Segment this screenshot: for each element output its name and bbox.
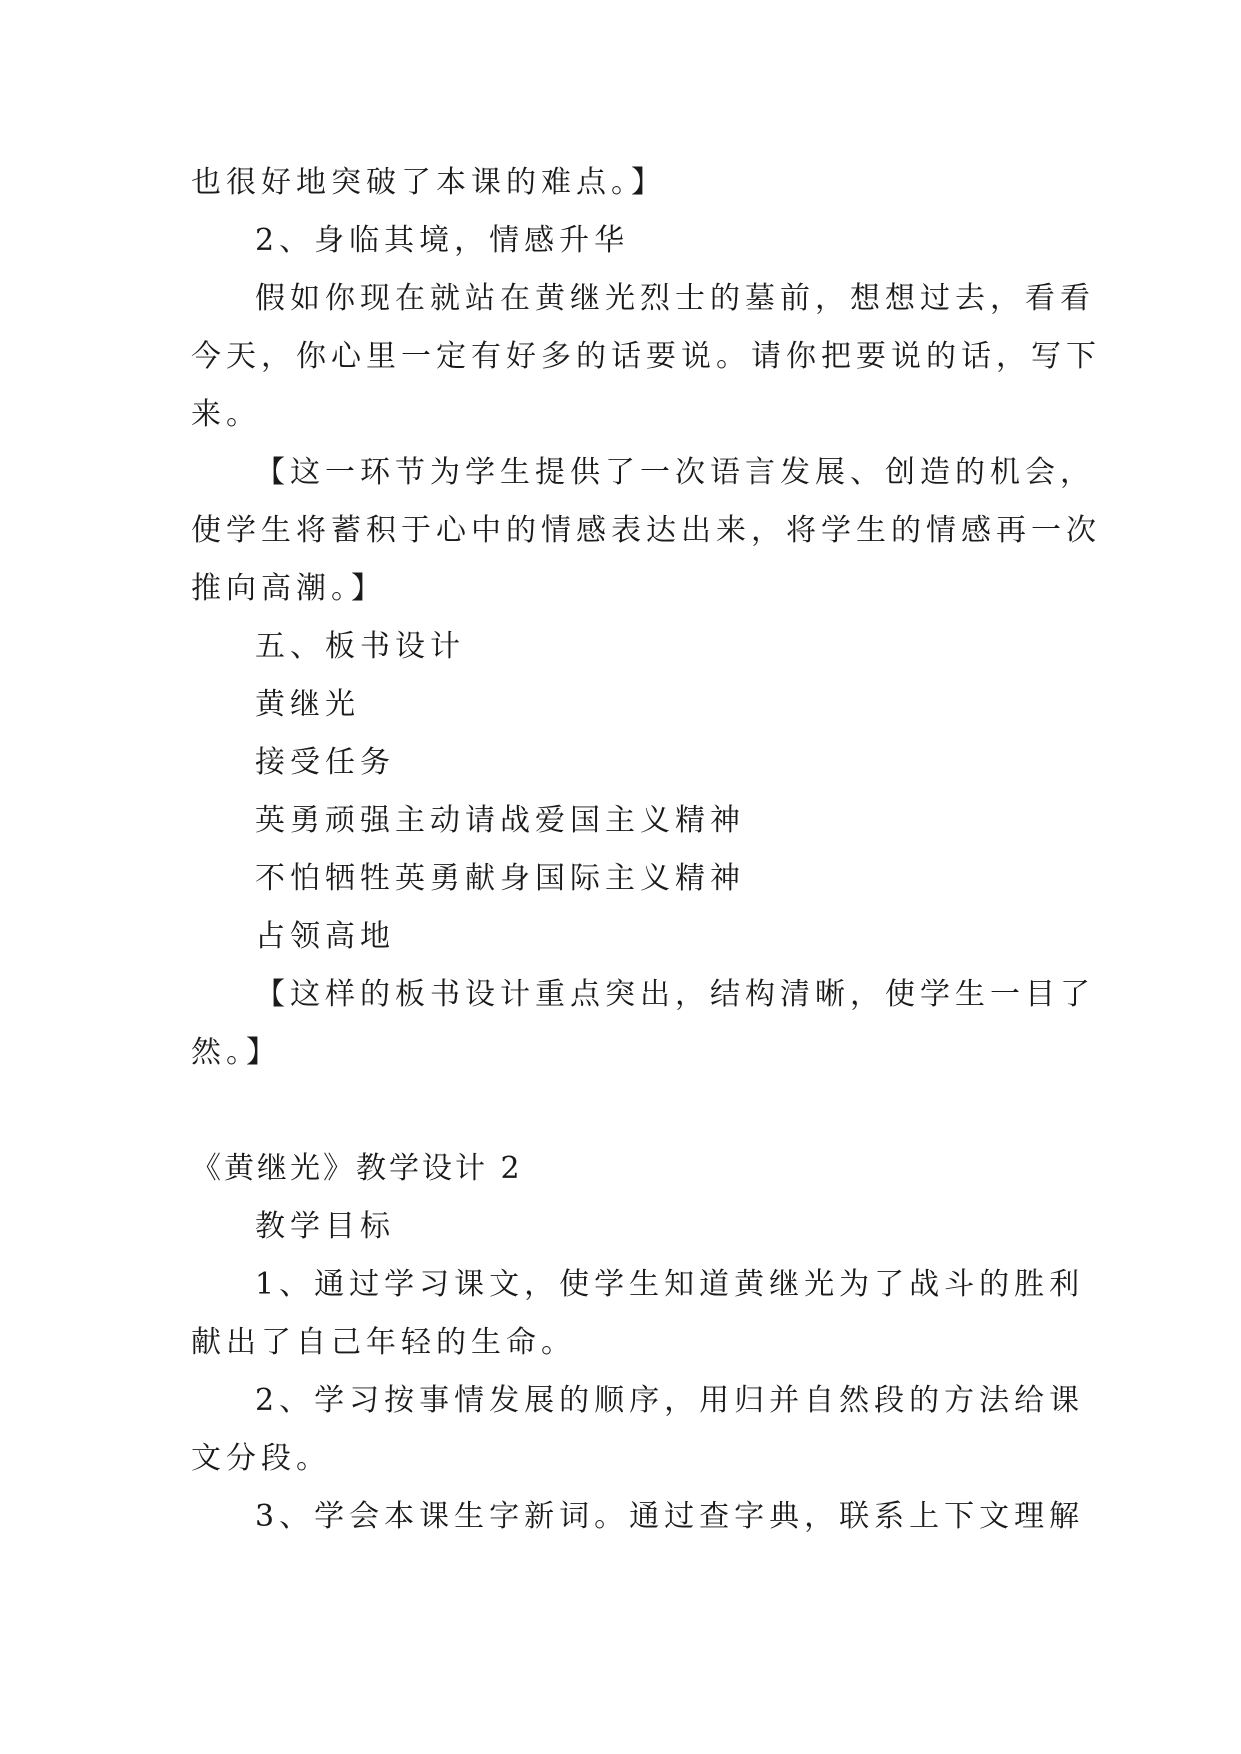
section-heading: 2、身临其境，情感升华 bbox=[255, 223, 630, 258]
text-line: 1、通过学习课文，使学生知道黄继光为了战斗的胜利 bbox=[255, 1267, 1085, 1302]
text-line: 3、学会本课生字新词。通过查字典，联系上下文理解 bbox=[255, 1499, 1085, 1534]
board-item: 接受任务 bbox=[255, 745, 395, 780]
text-line: 也很好地突破了本课的难点。】 bbox=[191, 165, 666, 200]
board-item: 不怕牺牲英勇献身国际主义精神 bbox=[255, 861, 745, 896]
blank-line bbox=[191, 1082, 1061, 1140]
text-line: 今天，你心里一定有好多的话要说。请你把要说的话，写下 bbox=[191, 339, 1101, 374]
board-item: 黄继光 bbox=[255, 687, 360, 722]
text-line: 来。 bbox=[191, 397, 261, 432]
text-line: 文分段。 bbox=[191, 1441, 331, 1476]
text-line: 献出了自己年轻的生命。 bbox=[191, 1325, 576, 1360]
section-heading: 五、板书设计 bbox=[255, 629, 465, 664]
document-body bbox=[191, 154, 1101, 1546]
board-item: 占领高地 bbox=[255, 919, 395, 954]
text-line: 假如你现在就站在黄继光烈士的墓前，想想过去，看看 bbox=[255, 281, 1095, 316]
text-line: 推向高潮。】 bbox=[191, 571, 386, 606]
text-line: 然。】 bbox=[191, 1035, 281, 1070]
text-line: 2、学习按事情发展的顺序，用归并自然段的方法给课 bbox=[255, 1383, 1085, 1418]
section-heading: 教学目标 bbox=[255, 1209, 395, 1244]
text-line: 【这一环节为学生提供了一次语言发展、创造的机会， bbox=[255, 455, 1095, 490]
board-item: 英勇顽强主动请战爱国主义精神 bbox=[255, 803, 745, 838]
text-line: 使学生将蓄积于心中的情感表达出来，将学生的情感再一次 bbox=[191, 513, 1101, 548]
document-title: 《黄继光》教学设计 2 bbox=[191, 1151, 523, 1186]
text-line: 【这样的板书设计重点突出，结构清晰，使学生一目了 bbox=[255, 977, 1095, 1012]
